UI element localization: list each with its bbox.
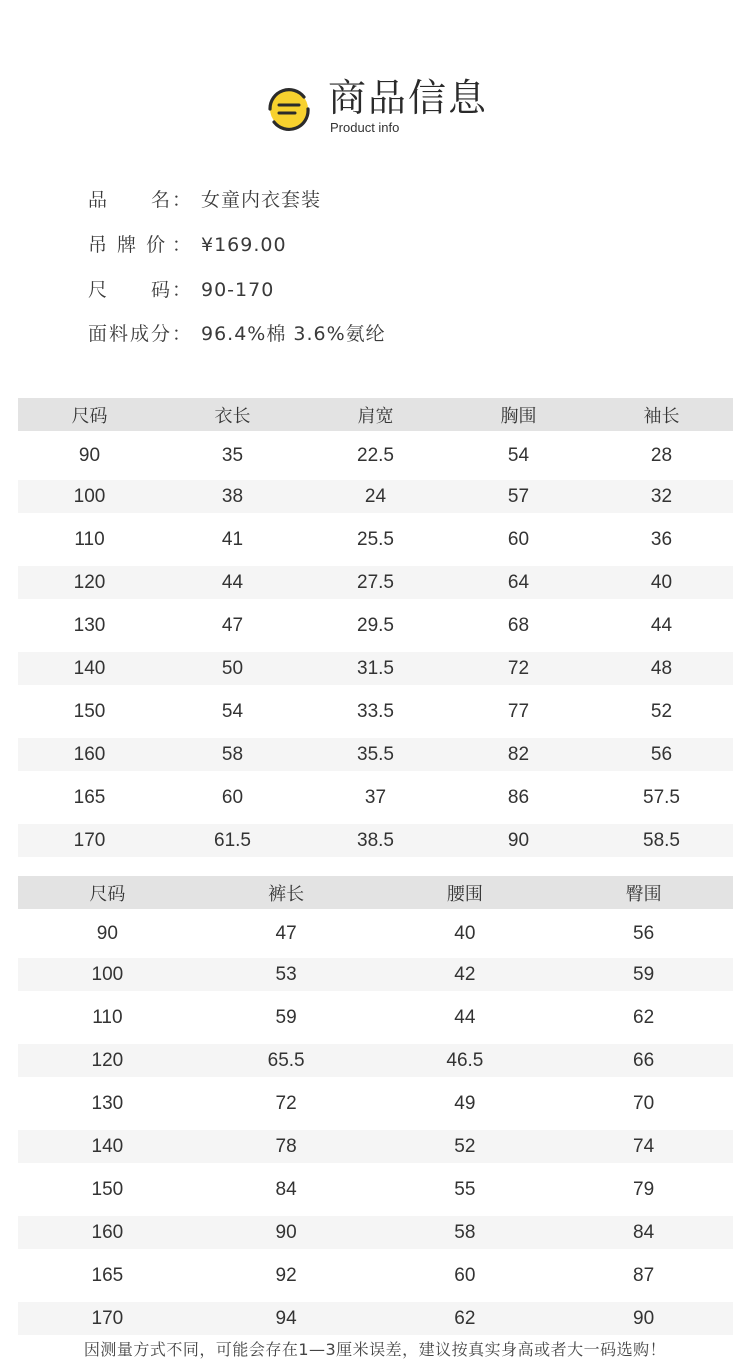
table-header-cell: 腰围 xyxy=(446,883,483,905)
table-cell: 84 xyxy=(633,1221,655,1243)
table-cell: 66 xyxy=(633,1049,655,1071)
table-cell: 79 xyxy=(633,1178,655,1200)
table-cell: 58.5 xyxy=(643,829,680,851)
table-cell: 47 xyxy=(275,922,297,944)
table-cell: 74 xyxy=(633,1135,655,1157)
table-cell: 130 xyxy=(91,1092,124,1114)
table-cell: 35.5 xyxy=(357,743,394,765)
table-cell: 58 xyxy=(221,743,244,765)
table-cell: 44 xyxy=(221,571,244,593)
table-cell: 120 xyxy=(73,571,106,593)
measurement-note: 因测量方式不同，可能会存在1—3厘米误差，建议按真实身高或者大一码选购！ xyxy=(83,1340,667,1359)
table-cell: 60 xyxy=(507,528,530,550)
table-cell: 84 xyxy=(275,1178,297,1200)
table-cell: 27.5 xyxy=(357,571,394,593)
table-cell: 35 xyxy=(221,444,244,466)
table-header-cell: 袖长 xyxy=(643,405,680,427)
table-cell: 60 xyxy=(454,1264,476,1286)
table-cell: 165 xyxy=(91,1264,124,1286)
table-cell: 47 xyxy=(221,614,244,636)
table-cell: 44 xyxy=(650,614,673,636)
info-label: 面料成分 xyxy=(88,323,173,345)
table-cell: 57 xyxy=(507,485,530,507)
table-cell: 62 xyxy=(633,1006,655,1028)
info-colon: ： xyxy=(172,279,192,301)
table-cell: 60 xyxy=(221,786,244,808)
info-label: 吊 牌 价 xyxy=(88,234,168,256)
table-cell: 90 xyxy=(633,1307,655,1329)
table-row xyxy=(18,609,733,642)
info-list-icon xyxy=(264,86,314,132)
table-cell: 77 xyxy=(507,700,530,722)
table-row xyxy=(18,781,733,814)
table-cell: 90 xyxy=(275,1221,297,1243)
table-row xyxy=(18,566,733,599)
table-cell: 53 xyxy=(275,963,297,985)
table-row xyxy=(18,480,733,513)
table-header-row xyxy=(18,398,733,431)
info-row-material xyxy=(88,314,688,354)
table-row xyxy=(18,1044,733,1077)
table-cell: 165 xyxy=(73,786,106,808)
table-cell: 42 xyxy=(454,963,476,985)
table-cell: 140 xyxy=(91,1135,124,1157)
table-row xyxy=(18,1259,733,1292)
table-cell: 92 xyxy=(275,1264,297,1286)
table-cell: 82 xyxy=(507,743,530,765)
table-header-cell: 裤长 xyxy=(268,883,305,905)
table-cell: 48 xyxy=(650,657,673,679)
table-row xyxy=(18,738,733,771)
table-cell: 36 xyxy=(650,528,673,550)
table-cell: 100 xyxy=(73,485,106,507)
table-header-cell: 尺码 xyxy=(89,883,126,905)
table-cell: 170 xyxy=(91,1307,124,1329)
table-header-row xyxy=(18,876,733,909)
table-cell: 94 xyxy=(275,1307,297,1329)
table-cell: 110 xyxy=(74,528,105,550)
table-cell: 59 xyxy=(275,1006,297,1028)
table-cell: 160 xyxy=(91,1221,124,1243)
table-cell: 59 xyxy=(633,963,655,985)
info-colon: ： xyxy=(172,189,192,211)
table-row xyxy=(18,1216,733,1249)
table-cell: 37 xyxy=(364,786,387,808)
info-value: 女童内衣套装 xyxy=(201,189,322,211)
table-cell: 68 xyxy=(507,614,530,636)
table-header-cell: 胸围 xyxy=(500,405,537,427)
info-value: ¥169.00 xyxy=(201,234,287,256)
table-cell: 32 xyxy=(650,485,673,507)
table-row xyxy=(18,439,733,472)
table-cell: 65.5 xyxy=(267,1049,305,1071)
info-row-name xyxy=(88,180,688,220)
table-cell: 90 xyxy=(507,829,530,851)
table-cell: 49 xyxy=(454,1092,476,1114)
info-colon: ： xyxy=(172,323,192,345)
table-cell: 56 xyxy=(650,743,673,765)
table-cell: 170 xyxy=(73,829,106,851)
table-header-cell: 衣长 xyxy=(214,405,251,427)
table-cell: 55 xyxy=(454,1178,476,1200)
table-cell: 110 xyxy=(92,1006,123,1028)
table-cell: 160 xyxy=(73,743,106,765)
table-cell: 38.5 xyxy=(357,829,394,851)
info-row-price xyxy=(88,225,688,265)
table-cell: 64 xyxy=(507,571,530,593)
table-header-cell: 肩宽 xyxy=(357,405,394,427)
table-cell: 56 xyxy=(633,922,655,944)
page-subtitle: Product info xyxy=(330,120,400,135)
table-cell: 54 xyxy=(507,444,530,466)
table-cell: 22.5 xyxy=(357,444,394,466)
section-header xyxy=(264,74,504,138)
table-cell: 41 xyxy=(221,528,244,550)
table-cell: 120 xyxy=(91,1049,124,1071)
page-title: 商品信息 xyxy=(328,76,489,120)
table-cell: 140 xyxy=(73,657,106,679)
table-cell: 28 xyxy=(650,444,673,466)
table-cell: 58 xyxy=(454,1221,476,1243)
table-cell: 90 xyxy=(78,444,101,466)
table-cell: 87 xyxy=(633,1264,655,1286)
table-cell: 52 xyxy=(454,1135,476,1157)
table-cell: 72 xyxy=(507,657,530,679)
table-row xyxy=(18,1302,733,1335)
table-cell: 31.5 xyxy=(357,657,394,679)
table-row xyxy=(18,652,733,685)
table-cell: 40 xyxy=(454,922,476,944)
table-row xyxy=(18,824,733,857)
table-cell: 54 xyxy=(221,700,244,722)
table-cell: 40 xyxy=(650,571,673,593)
table-cell: 78 xyxy=(275,1135,297,1157)
info-colon: ： xyxy=(172,234,192,256)
table-cell: 44 xyxy=(454,1006,476,1028)
table-row xyxy=(18,1173,733,1206)
table-cell: 38 xyxy=(221,485,244,507)
info-row-size xyxy=(88,270,688,310)
table-row xyxy=(18,695,733,728)
table-cell: 150 xyxy=(73,700,106,722)
table-row xyxy=(18,1130,733,1163)
table-cell: 86 xyxy=(507,786,530,808)
table-cell: 25.5 xyxy=(357,528,394,550)
table-cell: 62 xyxy=(454,1307,476,1329)
table-row xyxy=(18,1001,733,1034)
table-cell: 72 xyxy=(275,1092,297,1114)
info-label: 品 名 xyxy=(88,189,173,211)
table-header-cell: 尺码 xyxy=(71,405,108,427)
info-value: 96.4%棉 3.6%氨纶 xyxy=(201,323,386,345)
table-cell: 57.5 xyxy=(643,786,680,808)
table-cell: 130 xyxy=(73,614,106,636)
table-cell: 150 xyxy=(91,1178,124,1200)
table-row xyxy=(18,523,733,556)
table-row xyxy=(18,1087,733,1120)
table-cell: 100 xyxy=(91,963,124,985)
table-cell: 29.5 xyxy=(357,614,394,636)
table-cell: 24 xyxy=(364,485,387,507)
info-value: 90-170 xyxy=(201,279,275,301)
info-label: 尺 码 xyxy=(88,279,173,301)
table-cell: 61.5 xyxy=(214,829,251,851)
table-cell: 90 xyxy=(96,922,118,944)
table-cell: 46.5 xyxy=(446,1049,484,1071)
table-cell: 70 xyxy=(633,1092,655,1114)
table-row xyxy=(18,917,733,950)
table-cell: 33.5 xyxy=(357,700,394,722)
table-header-cell: 臀围 xyxy=(625,883,662,905)
table-cell: 52 xyxy=(650,700,673,722)
table-row xyxy=(18,958,733,991)
table-cell: 50 xyxy=(221,657,244,679)
